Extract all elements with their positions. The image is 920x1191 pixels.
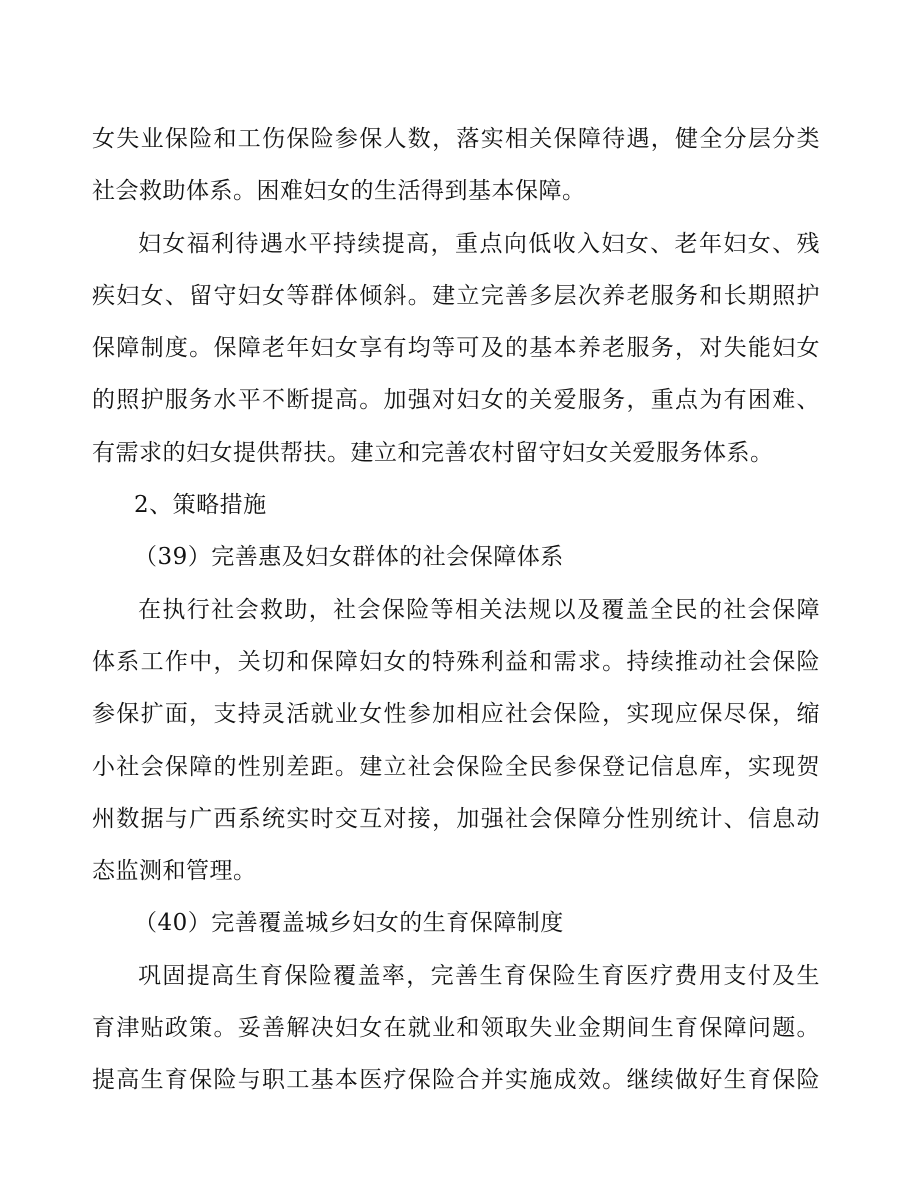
document-body xyxy=(92,113,820,1107)
text-line: 的照护服务水平不断提高。加强对妇女的关爱服务，重点为有困难、 xyxy=(92,387,820,414)
text-line: 提高生育保险与职工基本医疗保险合并实施成效。继续做好生育保险 xyxy=(92,1067,820,1094)
subsection-heading: （39）完善惠及妇女群体的社会保障体系 xyxy=(134,544,564,571)
text-line: 小社会保障的性别差距。建立社会保险全民参保登记信息库，实现贺 xyxy=(92,753,820,780)
paragraph-start-line: 在执行社会救助，社会保险等相关法规以及覆盖全民的社会保障 xyxy=(138,596,820,623)
text-line: 州数据与广西系统实时交互对接，加强社会保障分性别统计、信息动 xyxy=(92,805,820,832)
paragraph-start-line: 妇女福利待遇水平持续提高，重点向低收入妇女、老年妇女、残 xyxy=(138,230,820,257)
text-line: 育津贴政策。妥善解决妇女在就业和领取失业金期间生育保障问题。 xyxy=(92,1015,820,1042)
paragraph-start-line: 巩固提高生育保险覆盖率，完善生育保险生育医疗费用支付及生 xyxy=(138,962,820,989)
text-line: 疾妇女、留守妇女等群体倾斜。建立完善多层次养老服务和长期照护 xyxy=(92,282,820,309)
text-line: 保障制度。保障老年妇女享有均等可及的基本养老服务，对失能妇女 xyxy=(92,335,820,362)
text-line: 参保扩面，支持灵活就业女性参加相应社会保险，实现应保尽保，缩 xyxy=(92,701,820,728)
section-heading: 2、策略措施 xyxy=(134,492,267,519)
subsection-heading: （40）完善覆盖城乡妇女的生育保障制度 xyxy=(134,910,564,937)
text-line: 社会救助体系。困难妇女的生活得到基本保障。 xyxy=(92,178,586,205)
text-line: 态监测和管理。 xyxy=(92,858,257,885)
text-line: 有需求的妇女提供帮扶。建立和完善农村留守妇女关爱服务体系。 xyxy=(92,439,774,466)
text-line: 女失业保险和工伤保险参保人数，落实相关保障待遇，健全分层分类 xyxy=(92,126,820,152)
text-line: 体系工作中，关切和保障妇女的特殊利益和需求。持续推动社会保险 xyxy=(92,648,820,675)
